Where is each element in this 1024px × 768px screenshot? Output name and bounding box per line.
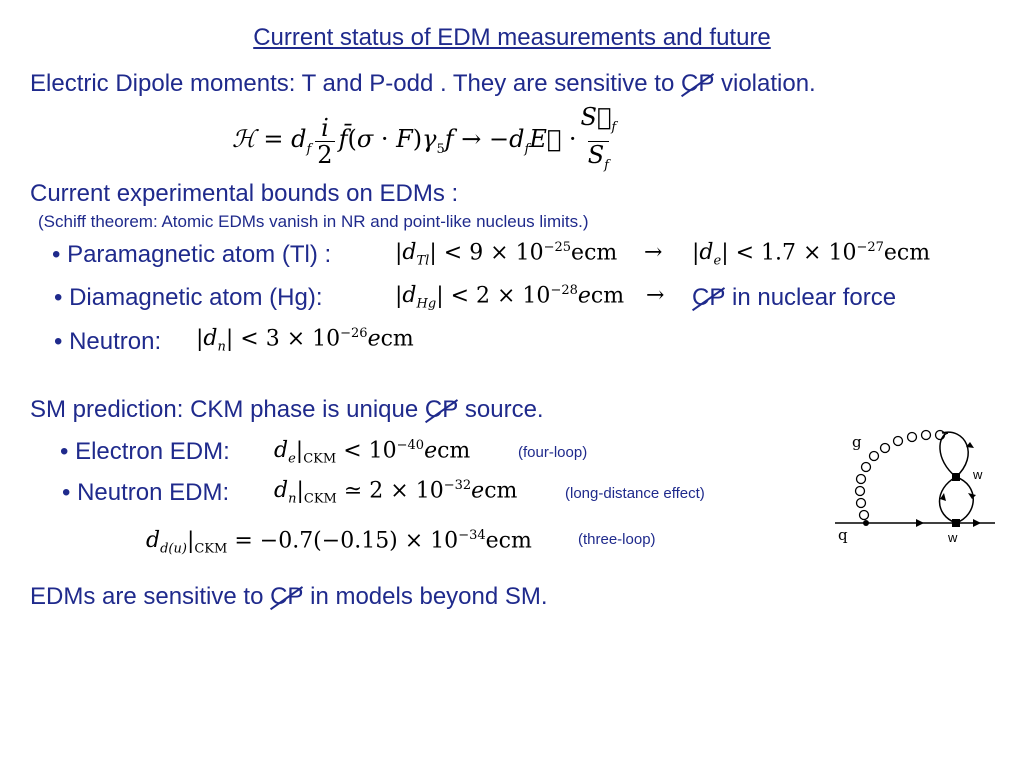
feynman-diagram bbox=[830, 415, 1000, 550]
para-label: • Paramagnetic atom (Tl) : bbox=[52, 241, 332, 268]
quark-edm-bound: $d_{d(u)}|_{CKM} = -0.7(-0.15) \times 10^{-34}ecm$ bbox=[146, 528, 532, 557]
sm-heading-suffix: source. bbox=[458, 396, 544, 423]
quark-arrow-icon bbox=[973, 519, 981, 527]
quark-edm-note: (three-loop) bbox=[578, 531, 656, 548]
para-arrow: → bbox=[644, 240, 663, 265]
para-result: $|d_e| < 1.7 \times 10^{-27}ecm$ bbox=[692, 240, 931, 269]
dia-label: • Diamagnetic atom (Hg): bbox=[54, 284, 323, 311]
quark-arrow-icon bbox=[916, 519, 924, 527]
slide-title: Current status of EDM measurements and future bbox=[253, 24, 771, 51]
conclusion-prefix: EDMs are sensitive to bbox=[30, 583, 271, 610]
dia-cp-slashed: CP bbox=[692, 284, 726, 311]
vertex-marker bbox=[952, 519, 960, 527]
w-label-upper: w bbox=[973, 467, 983, 482]
intro-suffix: violation. bbox=[714, 70, 816, 97]
w-label-lower: w bbox=[948, 530, 958, 545]
neutron-edm-note: (long-distance effect) bbox=[565, 485, 705, 502]
dia-result-line bbox=[692, 284, 896, 312]
vertex-marker bbox=[952, 473, 960, 481]
para-bound: $|d_{Tl}| < 9 \times 10^{-25}ecm$ bbox=[395, 240, 618, 269]
schiff-note: (Schiff theorem: Atomic EDMs vanish in NR and point-like nucleus limits.) bbox=[38, 212, 589, 231]
intro-prefix: Electric Dipole moments: T and P-odd . They are sensitive to bbox=[30, 70, 681, 97]
dia-arrow: → bbox=[646, 283, 665, 308]
vertex-dot bbox=[863, 520, 869, 526]
electron-label: • Electron EDM: bbox=[60, 438, 230, 465]
bounds-heading: Current experimental bounds on EDMs : bbox=[30, 180, 459, 207]
electron-bound: $d_e|_{CKM} < 10^{-40}ecm$ bbox=[274, 438, 471, 467]
hamiltonian-formula: ℋ = $d_f$ i 2 f̄(σ · $F)\gamma_5f$ → $-d_fE⃗$ · $S⃗_f$ $S_f$ bbox=[232, 104, 616, 179]
electron-note: (four-loop) bbox=[518, 444, 588, 461]
quark-label: q bbox=[838, 526, 848, 544]
intro-line bbox=[30, 70, 816, 98]
neutron-edm-bound: $d_n|_{CKM}$ ≃ $2 \times 10^{-32}ecm$ bbox=[274, 478, 518, 507]
conclusion-cp-slashed: CP bbox=[270, 583, 304, 610]
intro-cp-slashed: CP bbox=[680, 70, 715, 97]
neutron-label: • Neutron: bbox=[54, 328, 162, 355]
gluon-line bbox=[856, 431, 945, 520]
sm-heading-prefix: SM prediction: CKM phase is unique bbox=[30, 396, 425, 423]
gluon-label: g bbox=[852, 433, 862, 451]
neutron-edm-label: • Neutron EDM: bbox=[62, 479, 230, 506]
neutron-bound: $|d_n| < 3 \times 10^{-26}ecm$ bbox=[196, 326, 414, 355]
dia-bound: $|d_{Hg}| < 2 \times 10^{-28}ecm$ bbox=[395, 283, 625, 312]
conclusion-line bbox=[30, 583, 548, 611]
sm-heading bbox=[30, 396, 544, 424]
conclusion-suffix: in models beyond SM. bbox=[303, 583, 548, 610]
dia-result: in nuclear force bbox=[725, 284, 897, 311]
sm-cp-slashed: CP bbox=[424, 396, 459, 423]
